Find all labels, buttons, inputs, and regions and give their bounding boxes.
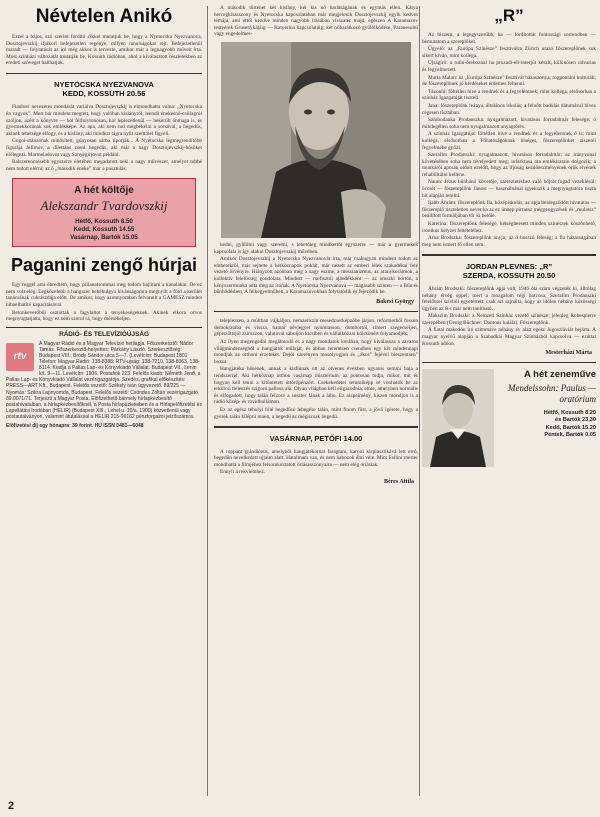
broadcast-date: Hétfő, Kossuth 8.20	[543, 410, 596, 417]
paragraph: Az ilyen megengedni megálmodó és a nagy mondatok korában, hogy kiválassza a zavaros világmindenségből a hangjátok műfaját, és abban teremtsen csendben egy kis mindennapi mondjuk az otthoni érzeteket. Dejól szerényen mosolyogjon és „ókos” fejével bieszentsen” bozza.	[214, 339, 418, 365]
paragraph: Egy reggel arra ébredtem, hogy pillanatsommal meg tudom hajlítani a kanalakat. De ez nem volt elég. Legközelebb a hangszer bebéhulgya kivánságomra megnyílt a föld a kerület tanácsának cukrászdája előtt. De amikor, hogy azonnyomban felvonult a GAMESZ minden hibaelhárító kapacitásával.	[6, 282, 202, 308]
program-heading	[6, 80, 202, 98]
week-poet-name: Alekszandr Tvardovszkij	[40, 198, 168, 214]
dostoevsky-portrait	[221, 42, 411, 238]
cast-entry: Maria Malon: az „Európa Színésze” fesztivál házaszonya; rogpontáni kulturált, de főszereplőnek jó kérdéseket érdemes feltenni.	[422, 74, 596, 88]
cast-entry: Tázonló: föltétlen hive a rendnek és a fegyelemnek; mint kolléga, elsősorban a színház Igazgatóját tiszteli.	[422, 88, 596, 102]
week-music-name: Mendelssohn: Paulus — oratórium	[508, 383, 596, 404]
broadcast-date: Vasárnap, Bartók 15.05	[70, 233, 138, 241]
cast-entry: Katerina: főszereplőnk felesége, kétségbeesett minden színészek köszönhető, ironikus helyzet feltételéhez.	[422, 221, 596, 234]
program-time: SZERDA, KOSSUTH 20.50	[462, 270, 556, 280]
week-poet-heading: A hét költője	[74, 185, 134, 197]
program-title: NYETOCSKA NYEZVANOVA	[54, 80, 154, 90]
cast-entry: Arna Brodszka: főszereplőnk anyja; az ő bosszú feleség; a fia házasságában meg nem ismert fő ellen sem.	[422, 235, 596, 248]
paragraph: Ennyit a rekviemhez.	[220, 469, 266, 476]
author-signature: Bakesi György	[376, 298, 414, 305]
cast-entry: Ügyelő: az „Európa Színésze” fesztiválra Zürich utazó főszereplőnek sok sikert kíván, mint kolléga.	[422, 46, 596, 59]
paragraph: A második történet két kislány, két kis nő barátságának és egymás ellen. Kátya hercegkisasszony és Nyetocska kapcsolatában már megjelenik Dosztojevszkij egyik kedves témája, ami ettől kezdve minden nagyobb írásában visszatér majd, egészen A Karamazov testvérek Grusenykájáig — Katyerina kapcsolatáig: két nőbarátkozó gyűlölködése. Paranesolni vagy engedelmes-	[214, 5, 418, 38]
paragraph: Amikor Dosztojevszkij a Nyetocska Nyezvanovát írta, már csakugyan mindent tudott az emberekről, már sejtette a hétköznapok poklát, már nézett az emberi lélek szakadékai felé vezető ösvényre. Hiányzott azonban még a nagy eszme, a messianizmus, az aranykorálmok, a kollektív felelősség gondolata. Mindezt — mefisztói ajándékként — az omszki börtön, a kényszermunka adta meg az írónak. A Nyetocska Nyezvanova — magasabb színten — a Bűn és bűnhődésben, A félkegyelműben, a Karamazovokban folytatódik és fejeződik be.	[214, 256, 418, 296]
rtv-logo: rtv	[6, 343, 34, 371]
cast-entry: A színház Igazgatója: föltétlen hive a rendnek és a fegyelemnek ő is; mint kolléga, elsősorban a Főhatóságoknak híséges, főszereplőnket ziszeréi fegyelmébe győzi.	[422, 131, 596, 151]
divider	[6, 73, 202, 75]
portrait-image	[221, 42, 411, 238]
imprint-text: A Magyar Rádió és a Magyar Televízió hetilapja. Főszerkesztő: Nádor Tamás. Főszerkesztő-helyettes: Párkány László. Szerkesztőség: Budapest VIII., Bródy Sándor utca 5—7. (Levélcím: Budapest 1801 Telefon: Magyar Rádió: 138-8388; RTV-ujság: 138-7210, 138-8063, 138-8114. Kiadja a Pallas Lap- és Könyvkiadó Vállalat. Budapest VII., Lenin krt. 9—11. Levélcím: 1906. Postafiók 223. Felelős kiadó: Németh Jenő, a Pallas Lap- és Könyvkiadó Vállalat vezérigazgatója. Szedés, grafikai előkészítés: PRESS—ART Kft., Budapest. Felelős vezető: Székely Iván ügyvezető. 89/225 — Nyomás: Szikra Lapnyomda, Budapest. Felelős vezető: Csöndes Zoltán vezérigazgató. 89.0071/71. Terjeszti a Magyar Posta. Előfizethető bármely hírlapkézbesítő postahivatalban, a hírlapkézbesítőknél, a Posta hírlapüzleteiben és a Hírlapelőfizetési és Lapellátási Irodában (HELIR) (Budapest XIII., Lehel u. 10/a. 1900) közvetlenül vagy postautalványon, valamint átutalással a HELIR 215-96162 pénzforgalmi jelzőszámra.	[6, 340, 202, 420]
paragraph: Ábrám Brodszki: főszereplőnk apja volt, 1946 óta szám végzeték ki, álltólag néhány élvég oppel; mert a mozgalom régi harcosa, Szerafim Prodanszki felelőssel szívból egyetértett; csak azt sajnálta, hogy az időlen néhány közösségi ügyben az R-t már nem tanítható.	[422, 285, 596, 312]
headline: Paganini zengő húrjai	[10, 255, 198, 276]
paragraph: Flauberi nevezetes mondását variálva Dosztojevszkij is elmondhatta volna: „Nyetocska én vagyok”. Mert bár mindent megtett, hogy valóban kislányról, leendő énekesnő-csillagról szóljon, azért a könyvre — hol félfolytonosan, hol leplezetlenül — bekerült önmaga is, és gyermekkorának sok emlékképe. Az apa, aki nem tud megbékélni a sorsával, a hegedűs, akinek tehetsége elfogy, és a kislány, aki mindezt tágra nyílt szemmel figyeli.	[6, 104, 202, 137]
cast-entry: Jana: főszereplőnk leánya, általános iskolás; a felnőtt badulás dátumával hívez cégesen tisztában.	[422, 102, 596, 116]
cast-entry: Újságíró: a rutin-öreboznal ha prozadi-ell-interjút készít, különösen udvarias és fegyelmezett.	[422, 60, 596, 73]
program-heading	[422, 262, 596, 280]
week-music-info	[498, 369, 596, 467]
divider	[214, 311, 418, 313]
broadcast-date: Hétfő, Kossuth 8.50	[75, 218, 133, 226]
paragraph: teleplezzen, a múltban vájkáljon, nemzetiszín mesedzserképzőbe járjon, reformerből fusson demokratába és vissza, hamar névjegyet nyomtasson, dombortól, címert szegecseljen, gépiszőttsjöl zsirozzon, valutával sáboljon kicsiben és vállalkozzai kölcsönért folyamodjék.	[214, 318, 418, 338]
cast-entry: Szerafim Prodanszki: nyugalmazott, hivatásos forradalmár; az irányvonal követésében soha nem tévelyedett meg; infarktusa óta emlékiratain dolgozik; a munkáról apcsán oldott ezelőtt, hogy az ifjúság kezdőeszményének örök elvének rehabilitálni kellene.	[422, 152, 596, 178]
broadcast-date: és Bartók 23.30	[554, 417, 596, 424]
week-poet-dates	[17, 218, 191, 241]
program-title: JORDAN PLEVNES: „R”	[465, 261, 553, 271]
paragraph: Ez az egész tébolyl fólé hegedűsó lebegése talán, mint finom füst, a jövő igérete, hogy a gyerek talán kilépni innen, a hegedű az mégiscsak hegedű.	[214, 406, 418, 420]
week-music-box	[422, 362, 596, 467]
article-title: Névtelen Anikó	[35, 6, 173, 27]
week-poet-box	[12, 178, 196, 247]
week-music-heading: A hét zeneműve	[524, 369, 596, 381]
divider	[422, 254, 596, 256]
article-title: „R”	[494, 6, 524, 25]
paragraph: A fiatal makedón író szimmáve néhány év alatt egész Jugoszláviát bejárta. A magyar nyelvű alapján a Szabadkai Magyar Színházból kapcsolva — ezúttal Kossuth adóon.	[422, 327, 596, 347]
cast-entry: Naum: Jézus bűnbánó követője, szereztetéshez való bőjtöt fogad vezeklésül: öccsét — főszereplőnk Jánost — használnánal igyekszik a megnyugtatóra tiszta hit alapján terelni.	[422, 179, 596, 199]
week-music-dates	[498, 410, 596, 439]
subscription-price: Előfizetési díj egy hónapra: 39 forint. HU ISSN 0481—6048	[6, 422, 144, 429]
column-3	[422, 0, 596, 467]
paragraph: A roppant grándiózus, amelyből hangjátékomat faragtam, karcsú kisplasztikává lett erró, hegedűn nevelkedett ujjaim alatt. Hatalmam van, és nem habozok élni vele. Mint Fellini mester mondhatta a filmjéhez felsorakoztatott öriásasszonyaira — nem elég óriásiak.	[214, 448, 418, 468]
author-signature: Béres Attila	[383, 479, 414, 485]
mendelssohn-portrait	[422, 369, 494, 467]
broadcast-date: Kedd, Kossuth 14.55	[73, 226, 135, 233]
column-rule	[207, 6, 208, 796]
column-1	[6, 0, 202, 429]
cast-entry: Ijabb Ábrám: főszereplőnk fia, középiskolás; az apja beidegződött hívatatos — főszereplő tiszteletlen nevet ha az ez ünnep pirrassz méggeogyzések és „mulatsz” beállított formáljában tőr ki belőle.	[422, 200, 596, 220]
article-intro: Ezzel a bájos, szó szerint forditó cikkel mutatjuk be, hogy a Nyetocska Nyezvanova, Dosztojevszkij ifjúkori befejezetlen regénye, milyen tanulságokat rejt. Befejezetlenül maradt — folytatását az író még akkor is tervezte, amikor már a legnagyobb műveit írta. Most színházi változatát mutatják be, Kossuth rádióban, ahol a kiválasztott részletekben az eredeti szöveget hallhatjuk.	[6, 34, 202, 67]
paragraph: Hangjátéka hősének, annak a kisfiúnak ott az otvenes években ugyanis semmi baja a rendszerrel. Aki hétköznap otthon vasárnap misztérium, az pontosan tudja, mikor, mit és hogyan kell tenni a kitüntetett úttörőpénzért. Csekekedetei semmiképp se vonhatók be az erkölcsi tiéleszés szigorú pallosa alá. Olyan világban kell eligazodnia, elnie, amelyben normális és elfogadott, hogy talán felzosv a suszter fának a labu. Ez alapelmény, hiszen mondjon is a rádió közép- és rovidhullámon.	[214, 366, 418, 406]
portrait-image	[422, 369, 494, 467]
imprint	[6, 327, 202, 429]
cast-entry: Az hiszem, a legegyszerűbb, ha — fordítottát fontossági sorrendben — bemutatom a szereplőket.	[422, 32, 596, 45]
imprint-title: RÁDIÓ- ÉS TELEVÍZIÓÚJSÁG	[59, 330, 149, 338]
broadcast-date: Kedd, Bartók 15.20	[545, 424, 596, 431]
broadcast-date: Péntek, Bartók 0.05	[544, 431, 596, 438]
portrait-caption: kedni, gyűlölni vagy szeretni, s lehetőleg mindkettőt egyszerre — már a gyermekek kapcsolata is így alakul Dosztojevszkij művében.	[214, 241, 418, 255]
paragraph: Balszerencsésebb egyszerre életében megadatott neki a nagy művészet, amelyet tobbé nem tudott elérni; az ő „második éneke” már a pusztulás.	[6, 159, 202, 172]
column-2	[214, 0, 418, 489]
program-time: KEDD, KOSSUTH 20.56	[62, 89, 146, 99]
program-title: VASÁRNAP, PETŐFI 14.00	[269, 433, 363, 443]
paragraph: Makszim Brodszki: a Nemzeti Színház vezető színésze; jelenleg Robespierre szerepében (Georg Büchner: Dantons halála). Főszereplőnk.	[422, 313, 596, 326]
paragraph: Betonkeverőből osztottak a fagylaltot a tenyékeségeknek. Akinek elkora orvos megnyugtatjatta, hogy ez nem szorul rá, hogy mérsékeljen.	[6, 309, 202, 323]
column-rule	[419, 6, 420, 796]
paragraph: Gogol-utánzónak minősített, gúnyosan sárba tiporják... A Nyetocska legmegrendítőbb figurája Jefimov, a dilettáns zseni hegedűs, aki már a nagy Dosztojevszkij-hősöket előlegezi. Marmeladovot vagy Sznyegirjovot például.	[6, 138, 202, 158]
page-number: 2	[8, 800, 15, 812]
divider	[214, 426, 418, 428]
author-signature: Mesterházi Márta	[545, 350, 592, 357]
cast-entry: Szlobodanka Prodanszka: nyugalmazott, hivatásos forradalmár felesége; ó mindegében soha nem nyugalmazott anyagtörés.	[422, 117, 596, 130]
